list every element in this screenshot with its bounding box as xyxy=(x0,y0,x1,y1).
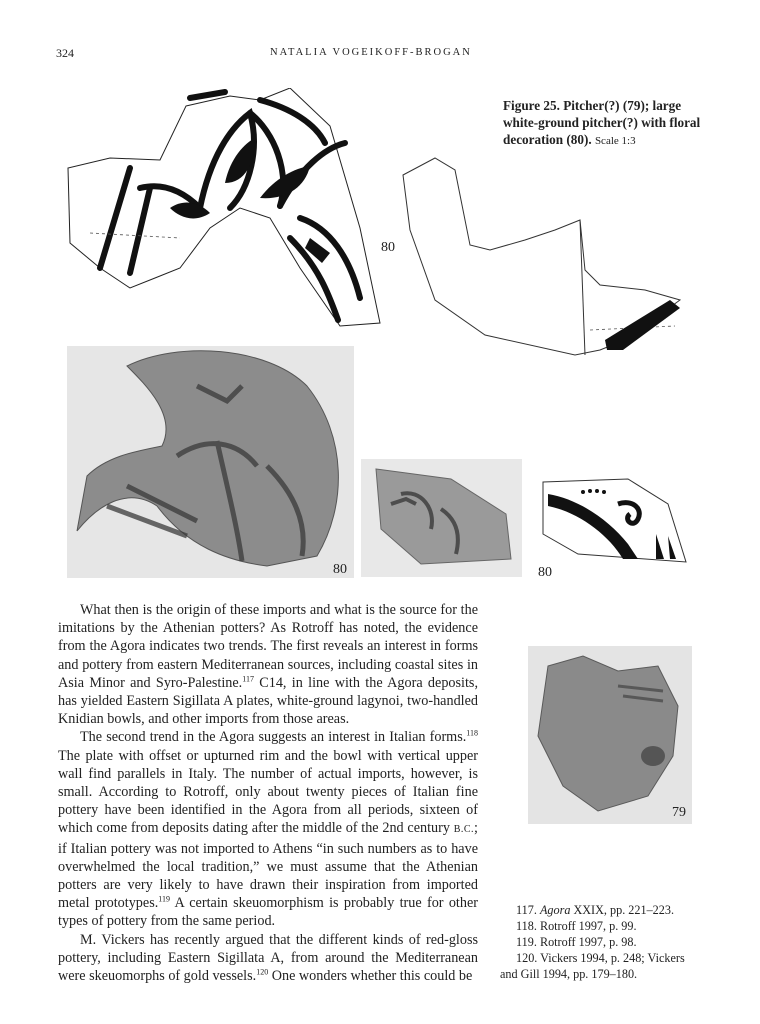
footnote-120 xyxy=(500,950,730,966)
sherd-80-small-drawing xyxy=(538,474,688,569)
footnote-text: XXIX, pp. 221–223. xyxy=(570,903,674,917)
footnote-ref-117[interactable]: 117 xyxy=(242,674,254,684)
footnote-italic: Agora xyxy=(539,903,571,917)
photo-sherd-79-image xyxy=(528,646,692,824)
footnote-text: Vickers 1994, p. 248; Vickers xyxy=(540,951,685,965)
footnote-ref-120[interactable]: 120 xyxy=(256,967,269,977)
paragraph-2-text-c: ; if Italian pottery was not imported to Athens “in such numbers as to have overwhelmed the local tradition,” we must assume that the Athenian potters are very likely to have drawn their inspiration from imported metal prototypes. xyxy=(58,820,478,912)
paragraph-2 xyxy=(58,728,478,930)
footnote-ref-119[interactable]: 119 xyxy=(158,894,170,904)
label-80-drawing-small: 80 xyxy=(538,565,552,580)
footnote-text: Rotroff 1997, p. 98. xyxy=(539,935,637,949)
footnote-119 xyxy=(500,934,730,950)
paragraph-2-text-b: The plate with offset or upturned rim and the bowl with vertical upper wall find parallels in Italy. The number of actual imports, however, is small. According to Rotroff, only about twenty pieces of Italian fine pottery have been identified in the Agora from all periods, sixteen of which come from deposits dating after the middle of the 2nd century xyxy=(58,747,478,837)
paragraph-3-text: M. Vickers has recently argued that the different kinds of red-gloss pottery, including Eastern Sigillata A, from around the Mediterranean were skeuomorphs of gold vessels. xyxy=(58,931,478,985)
figure-caption-text: Figure 25. Pitcher(?) (79); large white-ground pitcher(?) with floral decoration (80). xyxy=(503,98,701,147)
photo-sherd-79 xyxy=(528,646,692,824)
label-80-photo-large: 80 xyxy=(333,562,347,577)
photo-sherd-80-small-image xyxy=(361,459,522,577)
footnote-number: 118. xyxy=(516,919,540,933)
bc-abbrev: B.C. xyxy=(453,824,475,836)
running-head: NATALIA VOGEIKOFF-BROGAN xyxy=(270,47,472,58)
paragraph-2-text: The second trend in the Agora suggests an interest in Italian forms. xyxy=(80,729,467,746)
footnote-number: 120. xyxy=(516,951,541,965)
label-80-drawing-top: 80 xyxy=(381,240,395,255)
sherd-80-drawing-floral xyxy=(60,88,390,333)
photo-sherd-80-small xyxy=(361,459,522,577)
paragraph-1-text: What then is the origin of these imports and what is the source for the imitations by the Athenian potters? As Rotroff has noted, the evidence from the Agora indicates two trends. The first reveals an interest in forms and pottery from eastern Mediterranean sources, including coastal sites in Asia Minor and Syro-Palestine. xyxy=(58,602,478,691)
footnote-120-continued xyxy=(500,966,730,982)
page-number: 324 xyxy=(56,46,74,60)
footnote-ref-118[interactable]: 118 xyxy=(466,728,478,738)
footnote-text: and Gill 1994, pp. 179–180. xyxy=(500,967,638,981)
figure-scale: Scale 1:3 xyxy=(594,135,636,147)
body-text xyxy=(58,601,478,985)
label-79-photo: 79 xyxy=(672,805,686,820)
figure-caption xyxy=(503,97,703,150)
photo-sherd-80-large-image xyxy=(67,346,354,578)
paragraph-2-text-d: A certain skeuomorphism is probably true for other types of pottery from the same period. xyxy=(58,895,478,930)
footnote-number: 117. xyxy=(516,903,540,917)
photo-sherd-80-large xyxy=(67,346,354,578)
footnote-text: Rotroff 1997, p. 99. xyxy=(539,919,637,933)
footnote-117 xyxy=(500,902,730,918)
paragraph-3 xyxy=(58,931,478,986)
footnote-number: 119. xyxy=(516,935,540,949)
footnotes xyxy=(500,902,730,982)
paragraph-3-text-b: One wonders whether this could be xyxy=(268,968,473,985)
paragraph-1 xyxy=(58,601,478,728)
footnote-118 xyxy=(500,918,730,934)
sherd-80-profile-drawing xyxy=(395,150,695,360)
paragraph-1-text-b: C14, in line with the Agora deposits, has yielded Eastern Sigillata A plates, white-ground lagynoi, two-handled Knidian bowls, and other imports from those areas. xyxy=(58,674,478,728)
